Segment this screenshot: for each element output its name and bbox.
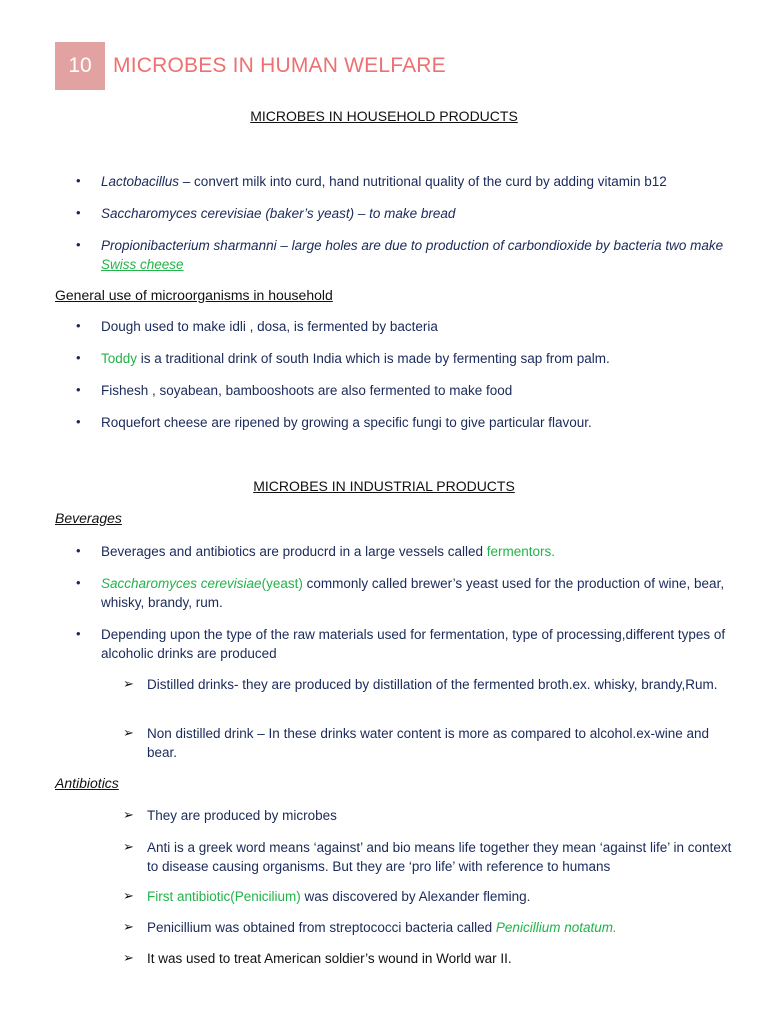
bullet-icon: • — [76, 173, 81, 188]
arrow-bullet-icon: ➢ — [123, 676, 134, 691]
antibiotics-item-3: First antibiotic(Penicilium) was discovered by Alexander fleming. — [147, 889, 531, 904]
first-antibiotic-term: First antibiotic(Penicilium) — [147, 889, 301, 904]
arrow-bullet-icon: ➢ — [123, 839, 134, 854]
industrial-heading: MICROBES IN INDUSTRIAL PRODUCTS — [253, 478, 515, 494]
penicillium-notatum-name: Penicillium notatum. — [495, 920, 617, 935]
beverages-item-2: Saccharomyces cerevisiae(yeast) commonly called brewer’s yeast used for the production of wine, bear, whisky, brandy, rum. — [101, 576, 725, 610]
swiss-cheese-link[interactable]: Swiss cheese — [101, 257, 184, 272]
beverages-heading: Beverages — [55, 510, 122, 526]
household-item-1: Lactobacillus – convert milk into curd, hand nutritional quality of the curd by adding vitamin b12 — [101, 174, 667, 189]
household-heading: MICROBES IN HOUSEHOLD PRODUCTS — [250, 108, 518, 124]
bullet-icon: • — [76, 543, 81, 558]
bullet-icon: • — [76, 575, 81, 590]
beverages-item-3: Depending upon the type of the raw materials used for fermentation, type of processing,different types of alcoholic drinks are produced — [101, 627, 726, 661]
arrow-bullet-icon: ➢ — [123, 888, 134, 903]
bullet-icon: • — [76, 205, 81, 220]
yeast-name: Saccharomyces cerevisiae — [101, 576, 262, 591]
bullet-icon: • — [76, 237, 81, 252]
general-use-heading: General use of microorganisms in household — [55, 287, 333, 303]
bullet-icon: • — [76, 350, 81, 365]
antibiotics-item-2: Anti is a greek word means ‘against’ and bio means life together they mean ‘against life’ in context to disease causing organisms. But they are ‘pro life’ with reference to humans — [147, 840, 732, 874]
fermentors-term: fermentors. — [486, 544, 556, 559]
organism-name: Lactobacillus — [101, 174, 180, 189]
chapter-number-badge — [55, 42, 105, 90]
antibiotics-item-4: Penicillium was obtained from streptococci bacteria called Penicillium notatum. — [147, 920, 617, 935]
general-item-4: Roquefort cheese are ripened by growing a specific fungi to give particular flavour. — [101, 415, 592, 430]
antibiotics-item-1: They are produced by microbes — [147, 808, 337, 823]
arrow-bullet-icon: ➢ — [123, 950, 134, 965]
bullet-icon: • — [76, 626, 81, 641]
chapter-title: MICROBES IN HUMAN WELFARE — [113, 54, 446, 77]
general-item-3: Fishesh , soyabean, bambooshoots are also fermented to make food — [101, 383, 513, 398]
beverages-item-1: Beverages and antibiotics are producrd in a large vessels called fermentors. — [101, 544, 556, 559]
bullet-icon: • — [76, 318, 81, 333]
toddy-term: Toddy — [101, 351, 138, 366]
chapter-number: 10 — [68, 54, 92, 77]
household-item-3: Propionibacterium sharmanni – large holes are due to production of carbondioxide by bacteria two make Swiss cheese — [101, 238, 724, 272]
arrow-bullet-icon: ➢ — [123, 919, 134, 934]
household-item-2: Saccharomyces cerevisiae (baker’s yeast) – to make bread — [101, 206, 456, 221]
drink-type-2: Non distilled drink – In these drinks water content is more as compared to alcohol.ex-wine and bear. — [147, 726, 710, 760]
arrow-bullet-icon: ➢ — [123, 807, 134, 822]
antibiotics-heading: Antibiotics — [55, 775, 119, 791]
general-item-1: Dough used to make idli , dosa, is fermented by bacteria — [101, 319, 438, 334]
bullet-icon: • — [76, 414, 81, 429]
general-item-2: Toddy is a traditional drink of south India which is made by fermenting sap from palm. — [101, 351, 610, 366]
bullet-icon: • — [76, 382, 81, 397]
arrow-bullet-icon: ➢ — [123, 725, 134, 740]
drink-type-1: Distilled drinks- they are produced by distillation of the fermented broth.ex. whisky, brandy,Rum. — [147, 677, 718, 692]
antibiotics-item-5: It was used to treat American soldier’s wound in World war II. — [147, 951, 512, 966]
